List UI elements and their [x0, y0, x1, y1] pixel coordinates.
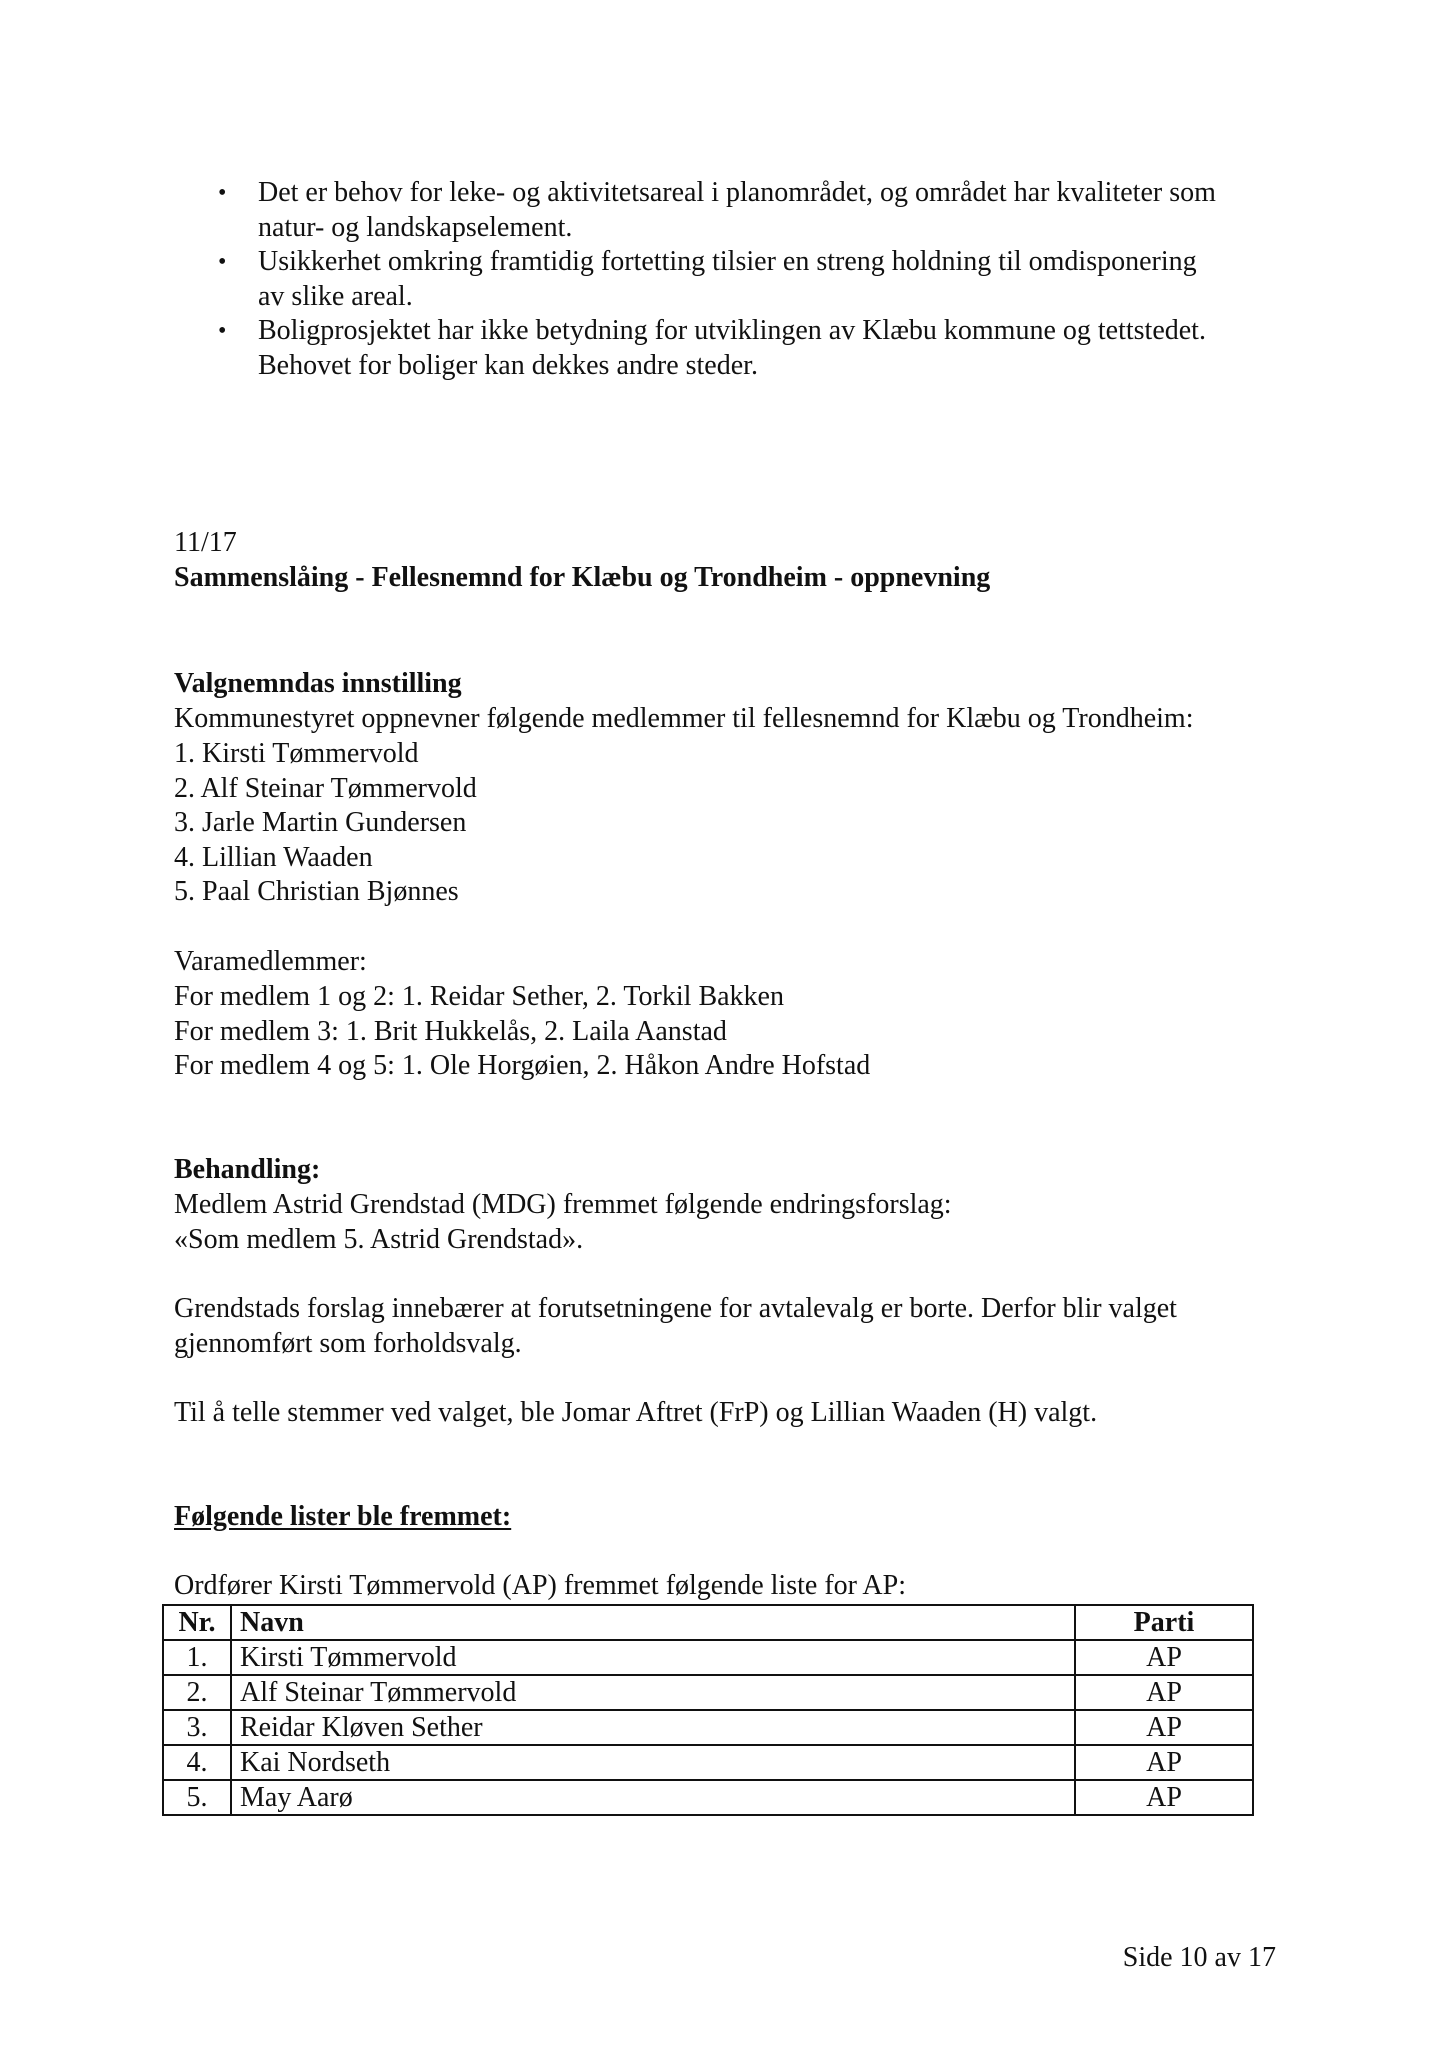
column-header-nr: Nr. [163, 1605, 231, 1640]
bullet-text: Usikkerhet omkring framtidig fortetting tilsier en streng holdning til omdisponering [258, 246, 1197, 277]
cell-party: AP [1075, 1675, 1253, 1710]
bullet-list [216, 176, 1306, 383]
cell-nr: 1. [163, 1640, 231, 1675]
treatment-heading: Behandling: [174, 1154, 321, 1185]
case-title: Sammenslåing - Fellesnemnd for Klæbu og Trondheim - oppnevning [174, 562, 991, 593]
bullet-item [216, 314, 1306, 383]
member-item: 3. Jarle Martin Gundersen [174, 807, 467, 838]
lists-heading: Følgende lister ble fremmet: [174, 1501, 512, 1532]
table-header-row [163, 1605, 1253, 1640]
cell-name: Reidar Kløven Sether [231, 1710, 1075, 1745]
bullet-text: av slike areal. [258, 280, 413, 312]
cell-nr: 5. [163, 1780, 231, 1815]
recommendation-intro: Kommunestyret oppnevner følgende medlemmer til fellesnemnd for Klæbu og Trondheim: [174, 703, 1194, 734]
bullet-text: natur- og landskapselement. [258, 211, 573, 243]
cell-nr: 2. [163, 1675, 231, 1710]
column-header-party: Parti [1075, 1605, 1253, 1640]
cell-party: AP [1075, 1640, 1253, 1675]
bullet-icon: • [218, 318, 227, 344]
candidate-table [162, 1604, 1254, 1816]
deputy-item: For medlem 4 og 5: 1. Ole Horgøien, 2. Håkon Andre Hofstad [174, 1050, 871, 1081]
case-number: 11/17 [174, 527, 237, 558]
cell-party: AP [1075, 1710, 1253, 1745]
table-row [163, 1745, 1253, 1780]
cell-nr: 3. [163, 1710, 231, 1745]
member-item: 2. Alf Steinar Tømmervold [174, 772, 477, 804]
member-item: 5. Paal Christian Bjønnes [174, 876, 459, 907]
bullet-text: Boligprosjektet har ikke betydning for utviklingen av Klæbu kommune og tettstedet. [258, 315, 1206, 346]
table-row [163, 1710, 1253, 1745]
column-header-name: Navn [231, 1605, 1075, 1640]
cell-party: AP [1075, 1745, 1253, 1780]
deputy-item: For medlem 3: 1. Brit Hukkelås, 2. Laila Aanstad [174, 1015, 727, 1047]
member-list [174, 737, 477, 910]
deputies-heading: Varamedlemmer: [174, 946, 367, 977]
treatment-paragraph: Til å telle stemmer ved valget, ble Jomar Aftret (FrP) og Lillian Waaden (H) valgt. [174, 1397, 1098, 1428]
bullet-icon: • [218, 180, 227, 206]
cell-name: Kirsti Tømmervold [231, 1640, 1075, 1675]
table-row [163, 1780, 1253, 1815]
member-item: 4. Lillian Waaden [174, 841, 373, 873]
treatment-text: Medlem Astrid Grendstad (MDG) fremmet følgende endringsforslag: [174, 1189, 952, 1220]
deputy-list [174, 980, 870, 1084]
member-item: 1. Kirsti Tømmervold [174, 738, 419, 769]
treatment-text: «Som medlem 5. Astrid Grendstad». [174, 1224, 584, 1255]
treatment-paragraph: gjennomført som forholdsvalg. [174, 1328, 522, 1359]
page-number: Side 10 av 17 [1122, 1942, 1276, 1973]
recommendation-heading: Valgnemndas innstilling [174, 668, 462, 699]
table-row [163, 1675, 1253, 1710]
cell-name: Alf Steinar Tømmervold [231, 1675, 1075, 1710]
cell-name: Kai Nordseth [231, 1745, 1075, 1780]
treatment-paragraph: Grendstads forslag innebærer at forutsetningene for avtalevalg er borte. Derfor blir valget [174, 1293, 1177, 1324]
bullet-item [216, 245, 1306, 314]
table-row [163, 1640, 1253, 1675]
lists-intro: Ordfører Kirsti Tømmervold (AP) fremmet følgende liste for AP: [174, 1570, 906, 1601]
cell-nr: 4. [163, 1745, 231, 1780]
bullet-icon: • [218, 249, 227, 275]
bullet-text: Behovet for boliger kan dekkes andre steder. [258, 349, 758, 381]
bullet-text: Det er behov for leke- og aktivitetsareal i planområdet, og området har kvaliteter som [258, 177, 1216, 208]
bullet-item [216, 176, 1306, 245]
cell-party: AP [1075, 1780, 1253, 1815]
deputy-item: For medlem 1 og 2: 1. Reidar Sether, 2. Torkil Bakken [174, 981, 784, 1012]
cell-name: May Aarø [231, 1780, 1075, 1815]
